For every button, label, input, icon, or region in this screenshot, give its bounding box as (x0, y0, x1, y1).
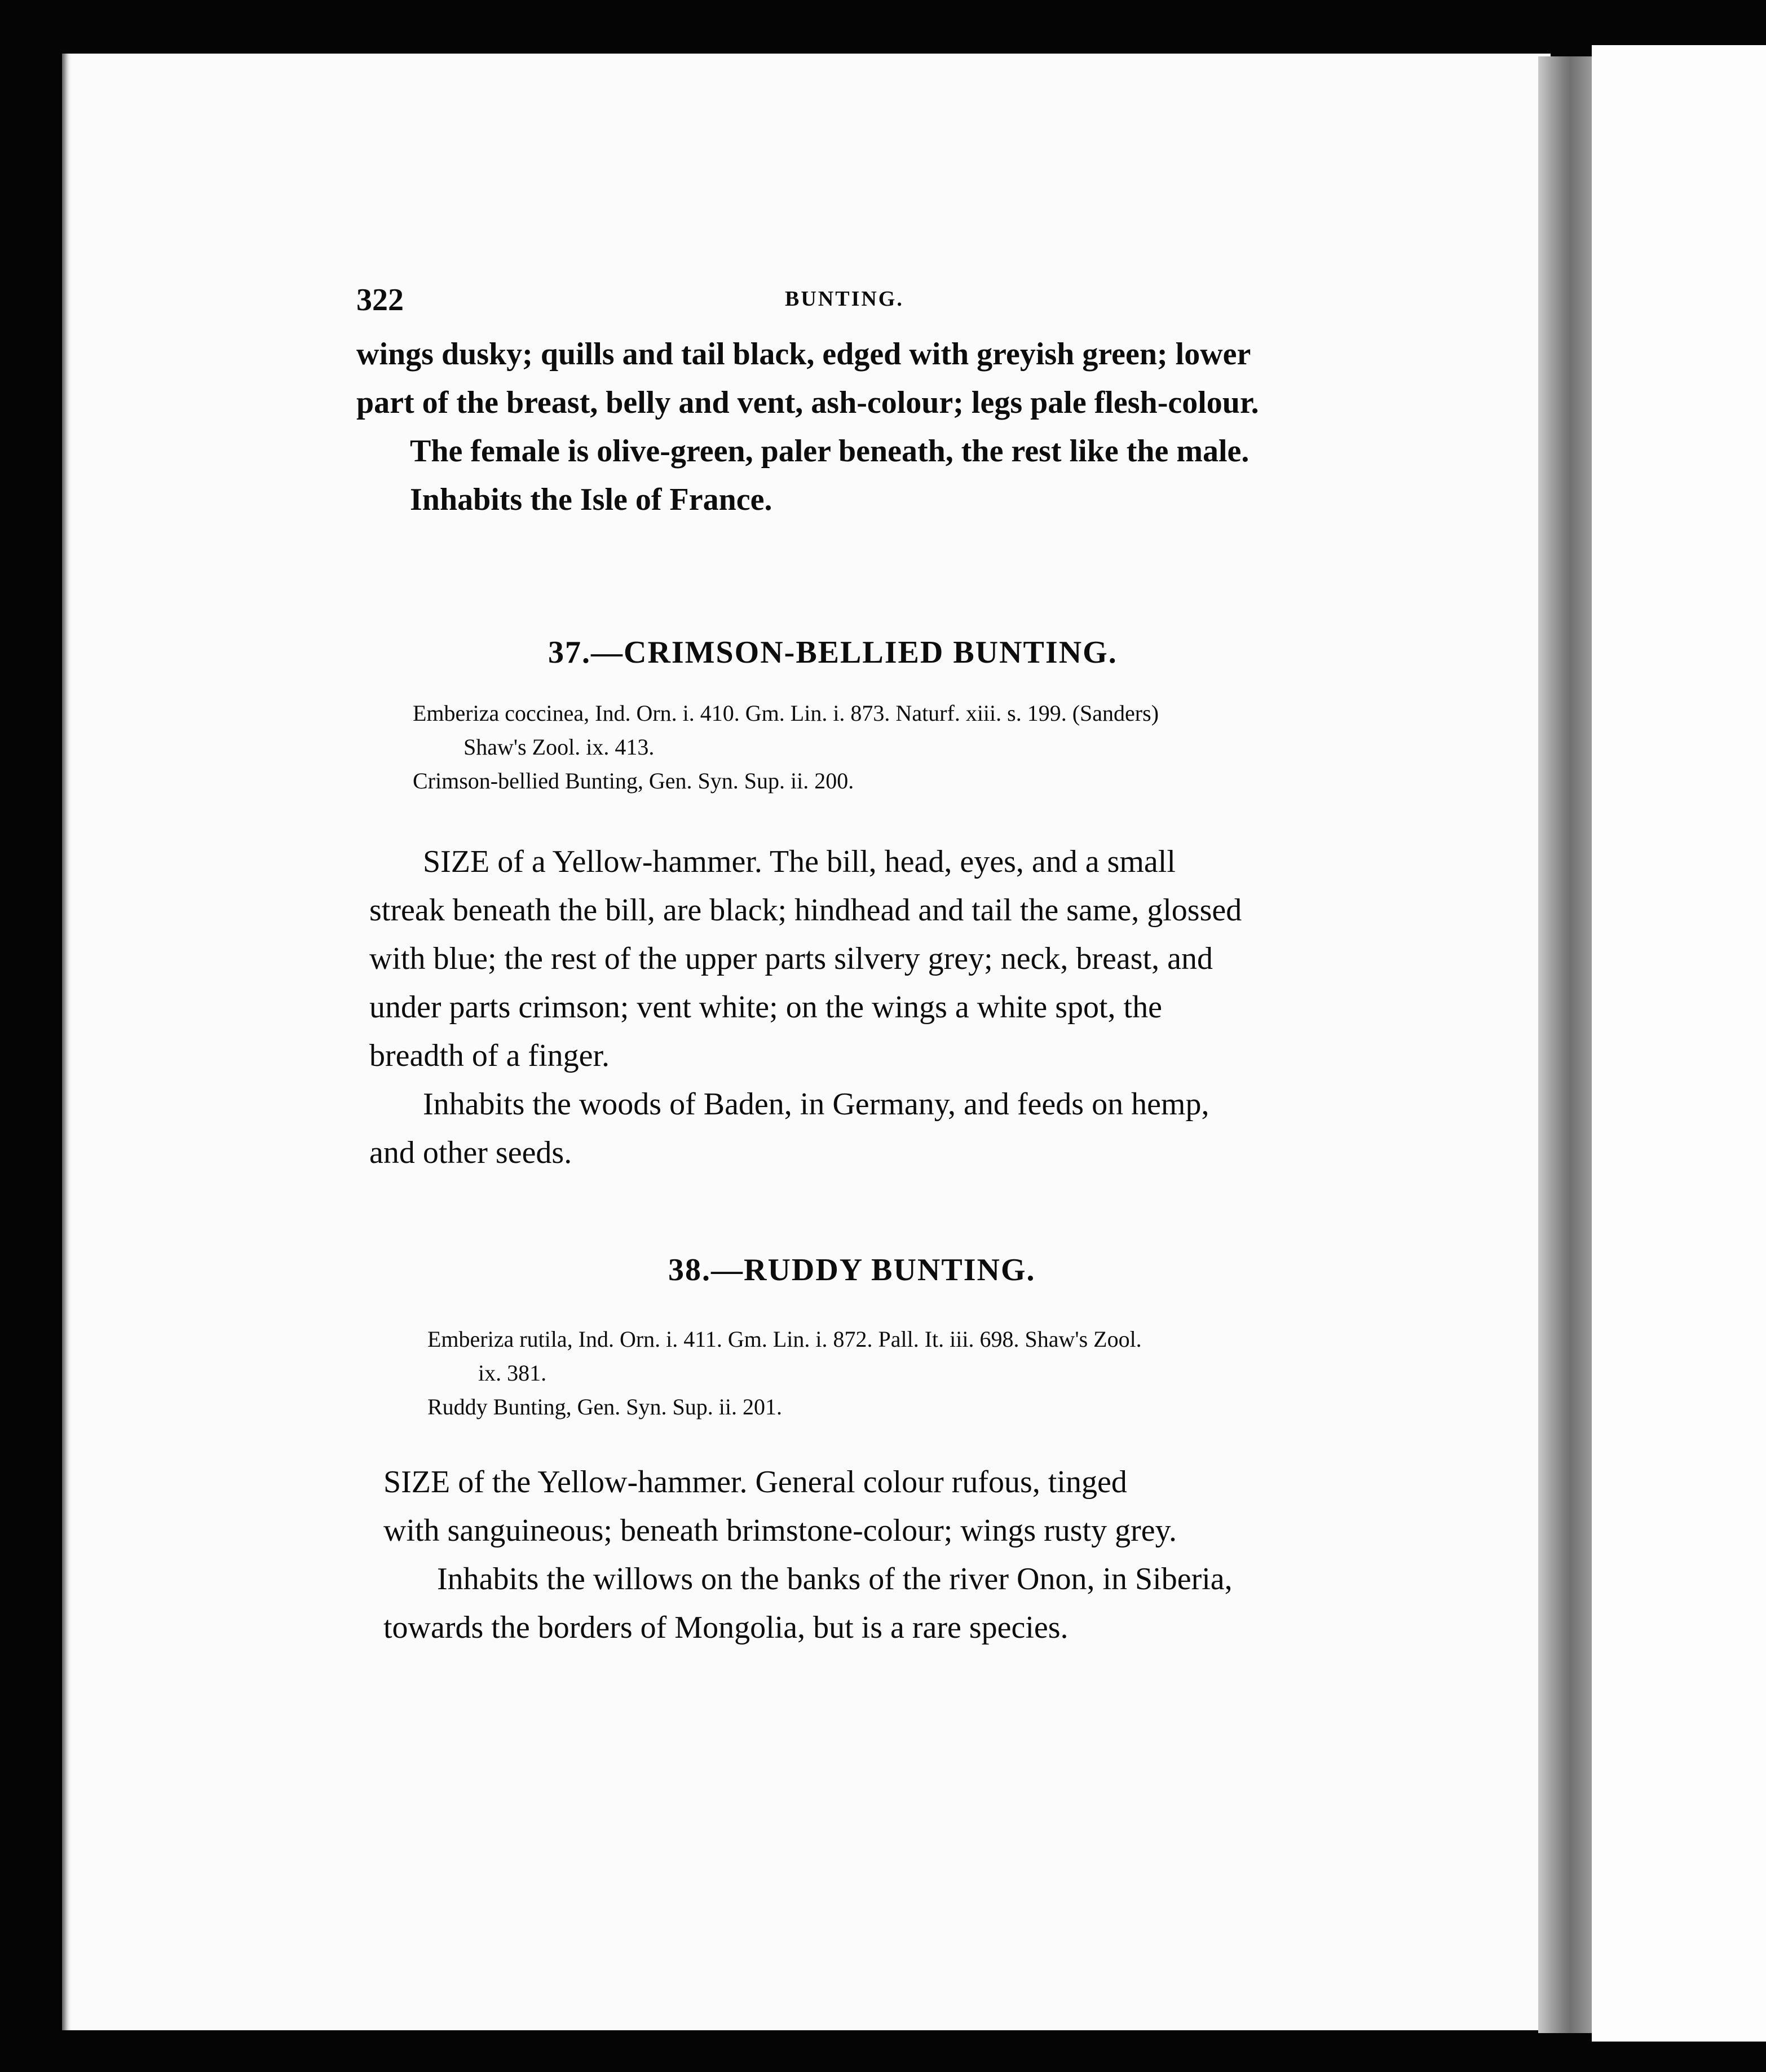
entry-38-heading: 38.—RUDDY BUNTING. (668, 1253, 1036, 1288)
entry-37-description (369, 837, 1242, 1177)
running-title: BUNTING. (785, 287, 904, 311)
text-line: towards the borders of Mongolia, but is a rare species. (383, 1610, 1069, 1645)
text-line: with blue; the rest of the upper parts silvery grey; neck, breast, and (369, 941, 1213, 976)
text-line: breadth of a finger. (369, 1038, 610, 1073)
synonymy-line: Ruddy Bunting, Gen. Syn. Sup. ii. 201. (427, 1394, 782, 1419)
text-line: with sanguineous; beneath brimstone-colour; wings rusty grey. (383, 1513, 1177, 1548)
intro-paragraph (356, 330, 1259, 524)
synonymy-line: Emberiza coccinea, Ind. Orn. i. 410. Gm. Lin. i. 873. Naturf. xiii. s. 199. (Sanders) (413, 700, 1159, 726)
facing-page-edge (1592, 45, 1766, 2042)
text-line: under parts crimson; vent white; on the wings a white spot, the (369, 990, 1162, 1025)
synonymy-line: Emberiza rutila, Ind. Orn. i. 411. Gm. Lin. i. 872. Pall. It. iii. 698. Shaw's Zool. (427, 1326, 1142, 1352)
synonymy-line: ix. 381. (478, 1360, 547, 1386)
text-line: SIZE of the Yellow-hammer. General colour rufous, tinged (383, 1465, 1127, 1500)
entry-37-synonymy (413, 696, 1159, 798)
text-line: wings dusky; quills and tail black, edged with greyish green; lower (356, 337, 1251, 372)
running-head (356, 282, 1343, 321)
text-line: streak beneath the bill, are black; hindhead and tail the same, glossed (369, 893, 1242, 928)
book-gutter (1538, 56, 1592, 2033)
page-number: 322 (356, 283, 404, 318)
text-line: Inhabits the woods of Baden, in Germany, and feeds on hemp, (423, 1087, 1209, 1122)
entry-38-description (383, 1458, 1233, 1652)
entry-37-heading: 37.—CRIMSON-BELLIED BUNTING. (548, 635, 1118, 670)
text-line: and other seeds. (369, 1135, 572, 1170)
text-line: The female is olive-green, paler beneath, the rest like the male. (410, 434, 1250, 469)
synonymy-line: Shaw's Zool. ix. 413. (463, 734, 655, 760)
entry-38-synonymy (427, 1322, 1142, 1424)
text-line: part of the breast, belly and vent, ash-colour; legs pale flesh-colour. (356, 385, 1259, 420)
text-line: SIZE of a Yellow-hammer. The bill, head, eyes, and a small (423, 844, 1176, 879)
synonymy-line: Crimson-bellied Bunting, Gen. Syn. Sup. ii. 200. (413, 768, 854, 793)
text-line: Inhabits the willows on the banks of the river Onon, in Siberia, (437, 1562, 1233, 1597)
text-line: Inhabits the Isle of France. (410, 482, 772, 517)
